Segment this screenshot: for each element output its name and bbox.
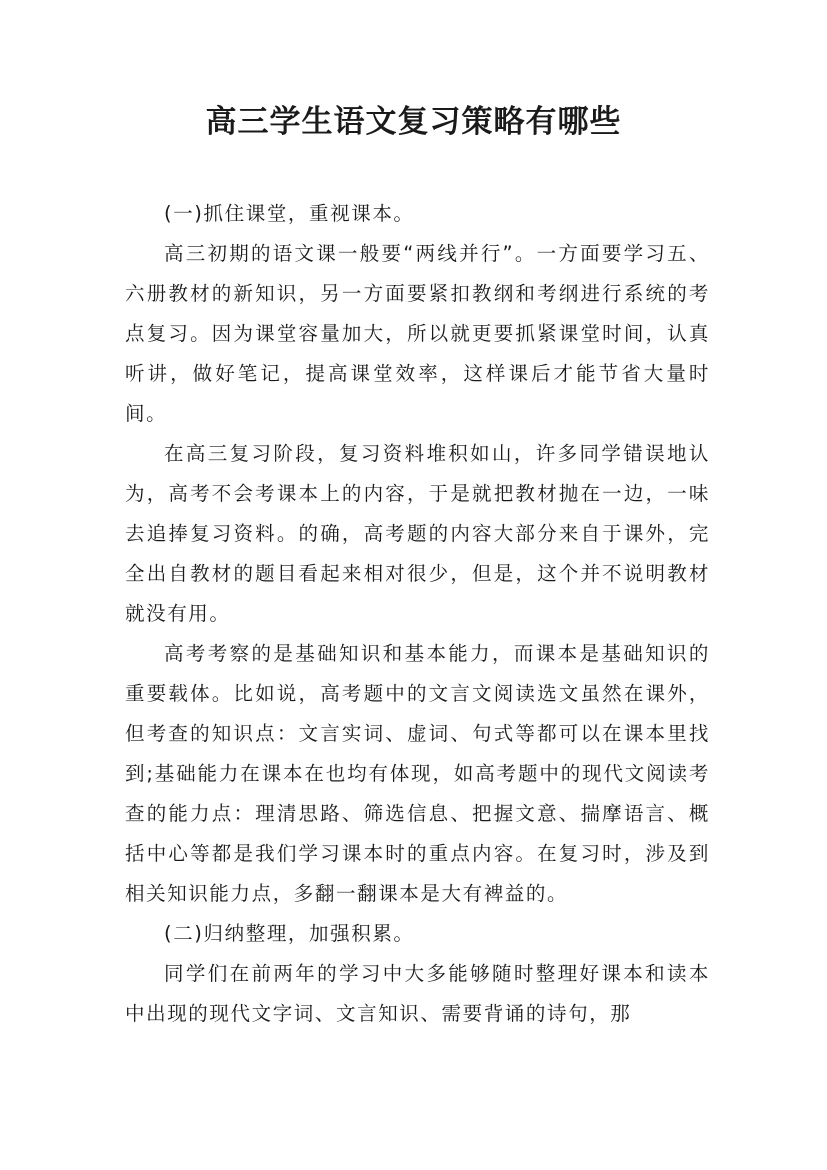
paragraph: 在高三复习阶段，复习资料堆积如山，许多同学错误地认为，高考不会考课本上的内容，于是就把教材抛在一边，一味去追捧复习资料。的确，高考题的内容大部分来自于课外，完全出自教材的题目看起来相对很少，但是，这个并不说明教材就没有用。 [125, 442, 710, 625]
paragraph: 高三初期的语文课一般要“两线并行”。一方面要学习五、六册教材的新知识，另一方面要紧扣教纲和考纲进行系统的考点复习。因为课堂容量加大，所以就更要抓紧课堂时间，认真听讲，做好笔记，提高课堂效率，这样课后才能节省大量时间。 [125, 242, 710, 425]
document-title: 高三学生语文复习策略有哪些 [205, 104, 622, 140]
paragraph-heading-2: (二)归纳整理，加强积累。 [164, 922, 415, 945]
document-body [125, 194, 710, 1034]
paragraph: 高考考察的是基础知识和基本能力，而课本是基础知识的重要载体。比如说，高考题中的文言文阅读选文虽然在课外，但考查的知识点：文言实词、虚词、句式等都可以在课本里找到;基础能力在课本在也均有体现，如高考题中的现代文阅读考查的能力点：理清思路、筛选信息、把握文意、揣摩语言、概括中心等都是我们学习课本时的重点内容。在复习时，涉及到相关知识能力点，多翻一翻课本是大有裨益的。 [125, 642, 710, 905]
paragraph-heading-1: (一)抓住课堂，重视课本。 [164, 202, 415, 225]
paragraph: 同学们在前两年的学习中大多能够随时整理好课本和读本中出现的现代文字词、文言知识、需要背诵的诗句，那 [125, 962, 710, 1025]
